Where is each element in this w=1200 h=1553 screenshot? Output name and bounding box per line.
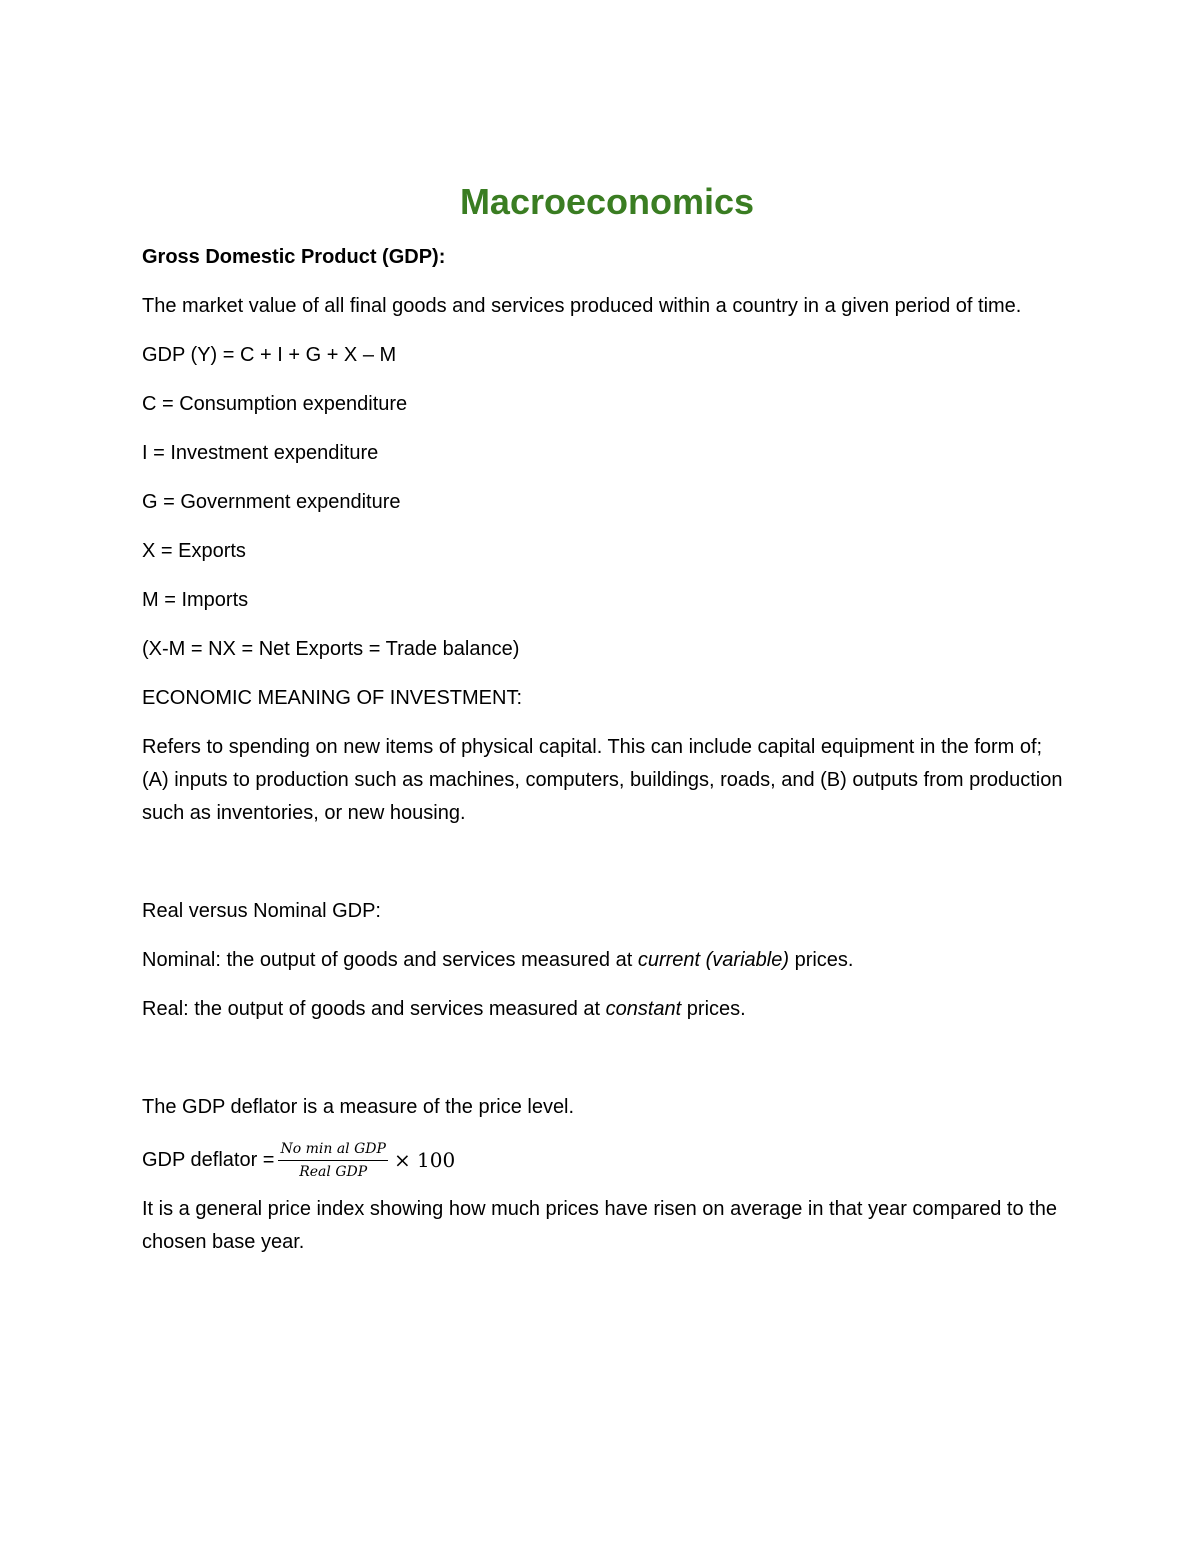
component-consumption: C = Consumption expenditure — [142, 393, 408, 415]
component-imports: M = Imports — [142, 589, 249, 611]
component-government: G = Government expenditure — [142, 491, 401, 513]
gdp-formula: GDP (Y) = C + I + G + X – M — [142, 344, 397, 366]
nominal-emphasis: current (variable) — [637, 949, 790, 971]
real-emphasis: constant — [605, 998, 682, 1020]
investment-text: Refers to spending on new items of physical capital. This can include capital equipment in the form of; (A) inputs to production such as machines, computers, buildings, roads, and (B) outputs from production such as inventories, or new housing. — [142, 736, 1063, 824]
component-investment: I = Investment expenditure — [142, 442, 379, 464]
gdp-heading: Gross Domestic Product (GDP): — [142, 246, 446, 268]
spacer — [142, 1042, 1072, 1091]
nominal-definition — [142, 944, 1072, 977]
real-nominal-heading: Real versus Nominal GDP: — [142, 900, 381, 922]
page-title: Macroeconomics — [459, 181, 755, 222]
nominal-suffix: prices. — [789, 949, 854, 971]
real-definition — [142, 993, 1072, 1026]
net-exports-note: (X-M = NX = Net Exports = Trade balance) — [142, 638, 520, 660]
component-exports: X = Exports — [142, 540, 246, 562]
deflator-multiplier: × 100 — [393, 1148, 456, 1172]
document-page — [142, 180, 1072, 1275]
nominal-prefix: Nominal: the output of goods and services measured at — [142, 949, 638, 971]
deflator-explanation: It is a general price index showing how much prices have risen on average in that year compared to the chosen base year. — [142, 1198, 1057, 1253]
real-prefix: Real: the output of goods and services measured at — [142, 998, 606, 1020]
fraction-numerator: No min al GDP — [278, 1140, 387, 1161]
spacer — [142, 846, 1072, 895]
deflator-formula — [142, 1140, 1072, 1181]
investment-heading: ECONOMIC MEANING OF INVESTMENT: — [142, 687, 523, 709]
real-suffix: prices. — [681, 998, 746, 1020]
deflator-fraction — [278, 1140, 387, 1181]
deflator-label: GDP deflator = — [142, 1149, 275, 1171]
deflator-intro: The GDP deflator is a measure of the price level. — [142, 1096, 575, 1118]
gdp-definition: The market value of all final goods and services produced within a country in a given period of time. — [142, 295, 1022, 317]
fraction-denominator: Real GDP — [299, 1164, 368, 1180]
